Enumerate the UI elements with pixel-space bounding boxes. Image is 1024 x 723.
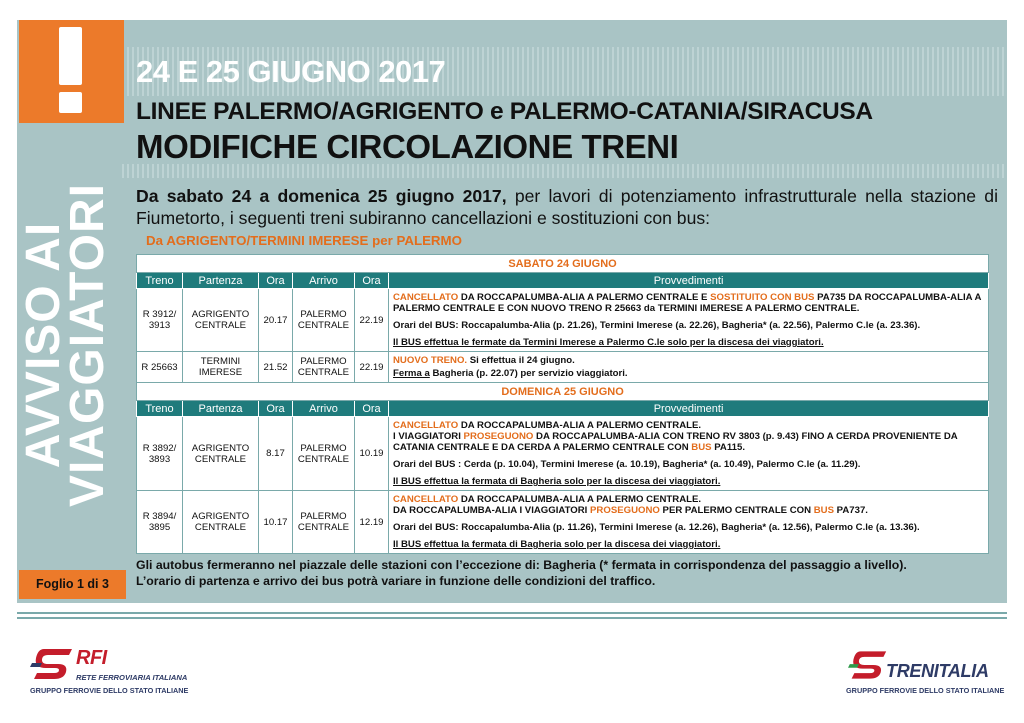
cell-ora: 10.17 [259, 491, 293, 554]
prov-text: DA ROCCAPALUMBA-ALIA I VIAGGIATORI [393, 505, 591, 516]
cell-arrivo: PALERMO CENTRALE [293, 352, 355, 383]
col-ora2: Ora [355, 401, 389, 417]
intro-body: per lavori di potenziamento infrastrutturale nella stazione di Fiumetorto, i seguenti treni subiranno cancellazioni e sostituzioni con bus: [136, 186, 998, 228]
fs-mark-icon [848, 647, 888, 683]
schedule-table [136, 254, 988, 554]
cell-treno: R 3892/ 3893 [137, 417, 183, 491]
footer-note-line2: L’orario di partenza e arrivo dei bus potrà variare in funzione delle condizioni del traffico. [136, 574, 656, 588]
prov-text: I VIAGGIATORI [393, 431, 464, 442]
divider [17, 612, 1007, 614]
cell-treno: R 25663 [137, 352, 183, 383]
cell-provvedimenti [389, 352, 989, 383]
prov-text: DA ROCCAPALUMBA-ALIA A PALERMO CENTRALE. [458, 494, 702, 505]
cell-provvedimenti [389, 289, 989, 352]
col-arrivo: Arrivo [293, 273, 355, 289]
status-text: SOSTITUITO CON BUS [710, 292, 815, 303]
prov-text: DA ROCCAPALUMBA-ALIA CON TRENO RV 3803 (p. 9.43) FINO A CERDA PROVENIENTE DA CATANIA CENTRALE E DA CERDA A PALERMO CENTRALE CON [393, 431, 958, 453]
direction-label: Da AGRIGENTO/TERMINI IMERESE per PALERMO [146, 233, 462, 248]
cell-partenza: AGRIGENTO CENTRALE [183, 417, 259, 491]
status-text: PROSEGUONO [463, 431, 534, 442]
prov-text: Ferma a [393, 368, 430, 379]
bus-note: Il BUS effettua le fermate da Termini Imerese a Palermo C.le solo per la discesa dei viaggiatori. [393, 337, 824, 348]
page-title: MODIFICHE CIRCOLAZIONE TRENI [136, 128, 679, 165]
side-label-line1: AVVISO AI [17, 221, 70, 469]
hatch-band-lower [122, 164, 1004, 178]
rfi-logo [30, 645, 230, 705]
day-heading-sunday: DOMENICA 25 GIUGNO [137, 383, 989, 401]
rfi-wordmark: RFI [76, 647, 107, 669]
exclamation-dot-icon [59, 92, 82, 113]
cell-arrivo: PALERMO CENTRALE [293, 289, 355, 352]
trenitalia-group-label: GRUPPO FERROVIE DELLO STATO ITALIANE [846, 686, 1005, 695]
cell-partenza: AGRIGENTO CENTRALE [183, 491, 259, 554]
bus-note: Il BUS effettua la fermata di Bagheria solo per la discesa dei viaggiatori. [393, 539, 721, 550]
prov-text: PA737. [834, 505, 868, 516]
col-treno: Treno [137, 273, 183, 289]
fs-mark-icon [30, 645, 74, 683]
col-ora: Ora [259, 273, 293, 289]
divider [17, 617, 1007, 619]
prov-text: DA ROCCAPALUMBA-ALIA A PALERMO CENTRALE. [458, 420, 702, 431]
prov-text: PA735 DA ROCCAPALUMBA-ALIA A PALERMO CENTRALE E CON NUOVO TRENO R 25663 da TERMINI IMERESE A PALERMO CENTRALE. [393, 292, 982, 314]
cell-ora2: 22.19 [355, 289, 389, 352]
status-text: CANCELLATO [393, 420, 459, 431]
col-treno: Treno [137, 401, 183, 417]
cell-provvedimenti [389, 417, 989, 491]
col-ora: Ora [259, 401, 293, 417]
cell-ora2: 12.19 [355, 491, 389, 554]
rfi-subtitle: RETE FERROVIARIA ITALIANA [76, 673, 188, 682]
side-label-line2: VIAGGIATORI [61, 183, 114, 507]
prov-text: Bagheria (p. 22.07) per servizio viaggiatori. [429, 368, 628, 379]
lines-title: LINEE PALERMO/AGRIGENTO e PALERMO-CATANIA/SIRACUSA [136, 98, 873, 125]
status-text: PROSEGUONO [590, 505, 660, 516]
col-arrivo: Arrivo [293, 401, 355, 417]
status-text: BUS [813, 505, 835, 516]
col-provvedimenti: Provvedimenti [389, 273, 989, 289]
intro-bold: Da sabato 24 a domenica 25 giugno 2017, [136, 186, 507, 206]
day-heading-saturday: SABATO 24 GIUGNO [137, 255, 989, 273]
cell-treno: R 3912/ 3913 [137, 289, 183, 352]
footer-note-line1: Gli autobus fermeranno nel piazzale delle stazioni con l’eccezione di: Bagheria (* fermata in corrispondenza del passaggio a livello). [136, 558, 907, 572]
page-indicator: Foglio 1 di 3 [19, 570, 126, 599]
bus-times: Orari del BUS : Cerda (p. 10.04), Termini Imerese (a. 10.19), Bagheria* (a. 10.49), Palermo C.le (a. 11.29). [393, 459, 861, 470]
cell-ora: 21.52 [259, 352, 293, 383]
col-partenza: Partenza [183, 401, 259, 417]
footer-note [136, 557, 998, 589]
bus-note: Il BUS effettua la fermata di Bagheria solo per la discesa dei viaggiatori. [393, 476, 721, 487]
table-row [137, 289, 989, 352]
status-text: BUS [691, 442, 712, 453]
trenitalia-logo [846, 645, 1006, 705]
cell-ora: 20.17 [259, 289, 293, 352]
date-title: 24 E 25 GIUGNO 2017 [136, 54, 446, 89]
cell-ora: 8.17 [259, 417, 293, 491]
prov-text: DA ROCCAPALUMBA-ALIA A PALERMO CENTRALE E [458, 292, 711, 303]
cell-partenza: TERMINI IMERESE [183, 352, 259, 383]
status-text: CANCELLATO [393, 494, 459, 505]
col-partenza: Partenza [183, 273, 259, 289]
side-label [17, 145, 122, 545]
rfi-group-label: GRUPPO FERROVIE DELLO STATO ITALIANE [30, 686, 189, 695]
cell-arrivo: PALERMO CENTRALE [293, 417, 355, 491]
table-row [137, 352, 989, 383]
table-row [137, 417, 989, 491]
col-provvedimenti: Provvedimenti [389, 401, 989, 417]
intro-text [136, 185, 998, 229]
cell-provvedimenti [389, 491, 989, 554]
col-ora2: Ora [355, 273, 389, 289]
cell-treno: R 3894/ 3895 [137, 491, 183, 554]
bus-times: Orari del BUS: Roccapalumba-Alia (p. 21.26), Termini Imerese (a. 22.26), Bagheria* (a. 22.56), Palermo C.le (a. 23.36). [393, 320, 921, 331]
prov-text: PA115. [711, 442, 745, 453]
prov-text: Si effettua il 24 giugno. [467, 355, 575, 366]
cell-partenza: AGRIGENTO CENTRALE [183, 289, 259, 352]
status-text: CANCELLATO [393, 292, 459, 303]
cell-ora2: 10.19 [355, 417, 389, 491]
table-row [137, 491, 989, 554]
trenitalia-wordmark: TRENITALIA [886, 661, 989, 681]
cell-arrivo: PALERMO CENTRALE [293, 491, 355, 554]
status-text: NUOVO TRENO. [393, 355, 468, 366]
prov-text: PER PALERMO CENTRALE CON [659, 505, 814, 516]
exclamation-icon [59, 27, 82, 85]
bus-times: Orari del BUS: Roccapalumba-Alia (p. 11.26), Termini Imerese (a. 12.26), Bagheria* (a. 12.56), Palermo C.le (a. 13.36). [393, 522, 920, 533]
cell-ora2: 22.19 [355, 352, 389, 383]
